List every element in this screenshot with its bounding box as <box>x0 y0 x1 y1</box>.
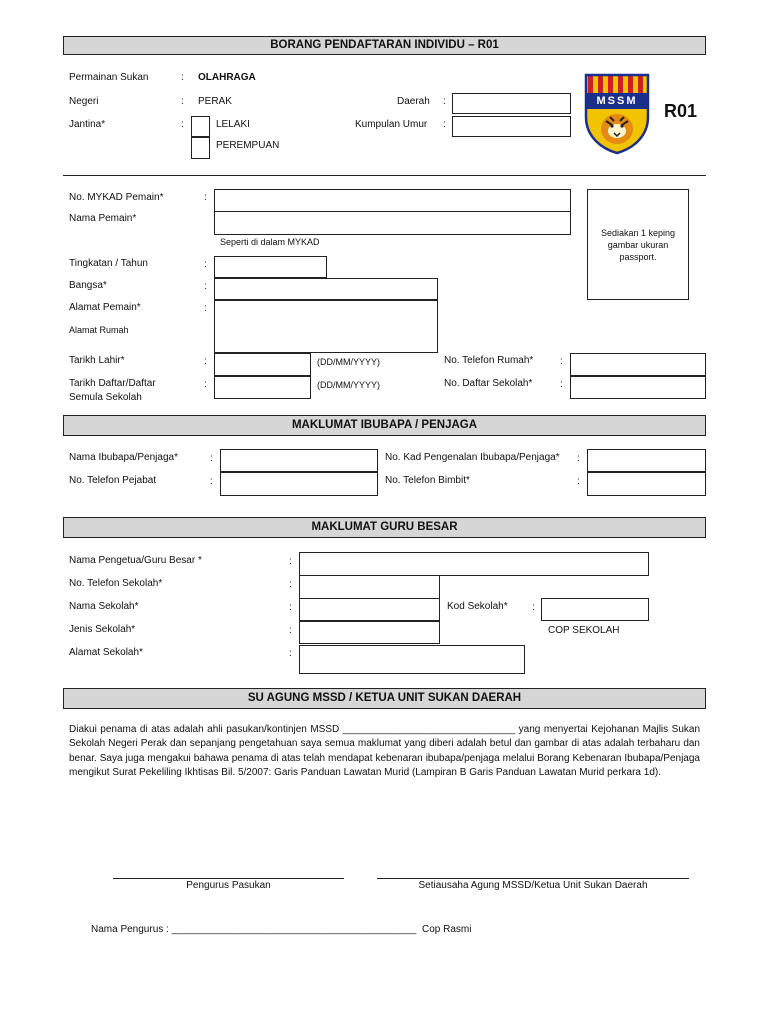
school-type-label: Jenis Sekolah* <box>69 624 136 635</box>
school-stamp-label: COP SEKOLAH <box>548 625 620 636</box>
mykad-label: No. MYKAD Pemain* <box>69 192 164 203</box>
logo-text: MSSM <box>596 95 638 107</box>
colon: : <box>532 602 535 613</box>
school-reg-field[interactable] <box>570 376 706 399</box>
office-phone-field[interactable] <box>220 472 378 496</box>
colon: : <box>289 556 292 567</box>
colon: : <box>181 96 184 107</box>
player-name-hint: Seperti di dalam MYKAD <box>220 237 320 247</box>
headmaster-section-title: MAKLUMAT GURU BESAR <box>63 517 706 538</box>
race-field[interactable] <box>214 278 438 300</box>
sport-value: OLAHRAGA <box>198 72 256 83</box>
dob-field[interactable] <box>214 353 311 376</box>
guardian-name-label: Nama Ibubapa/Penjaga* <box>69 452 178 463</box>
colon: : <box>560 356 563 367</box>
school-name-label: Nama Sekolah* <box>69 601 139 612</box>
headmaster-name-label: Nama Pengetua/Guru Besar * <box>69 555 202 566</box>
colon: : <box>181 119 184 130</box>
official-stamp-label: Cop Rasmi <box>422 924 472 935</box>
home-address-label: Alamat Rumah <box>69 325 129 335</box>
form-title: BORANG PENDAFTARAN INDIVIDU – R01 <box>63 36 706 55</box>
guardian-ic-field[interactable] <box>587 449 706 472</box>
home-phone-label: No. Telefon Rumah* <box>444 355 534 366</box>
colon: : <box>443 119 446 130</box>
colon: : <box>289 625 292 636</box>
school-phone-label: No. Telefon Sekolah* <box>69 578 163 589</box>
school-address-field[interactable] <box>299 645 525 674</box>
gender-female-label: PEREMPUAN <box>216 140 280 151</box>
state-value: PERAK <box>198 96 232 107</box>
colon: : <box>204 356 207 367</box>
mssm-logo <box>584 73 650 155</box>
colon: : <box>204 192 207 203</box>
school-type-field[interactable] <box>299 621 440 644</box>
gender-label: Jantina* <box>69 119 106 130</box>
colon: : <box>204 281 207 292</box>
signature-label-secretary: Setiausaha Agung MSSD/Ketua Unit Sukan Daerah <box>418 880 648 891</box>
race-label: Bangsa* <box>69 280 107 291</box>
signature-label-manager: Pengurus Pasukan <box>186 880 271 891</box>
guardian-name-field[interactable] <box>220 449 378 472</box>
declaration-text: Diakui penama di atas adalah ahli pasukan/kontinjen MSSD _______________________________ yang menyertai Kejohanan Majlis Sukan Sekolah Negeri Perak dan sepanjang pengetahuan saya semua maklumat yang diberi adalah betul dan gambar di atas adalah terbaharu dan benar. Saya juga mengakui bahawa penama di atas telah mendapat kebenaran ibubapa/penjaga melalui Borang Kebenaran Ibubapa/Penjaga mengikut Surat Pekeliling Ikhtisas Bil. 5/2007: Garis Panduan Lawatan Murid (Lampiran B Garis Panduan Lawatan Murid perkara 1d). <box>69 724 700 778</box>
register-date-label: Tarikh Daftar/Daftar <box>69 378 156 389</box>
school-address-label: Alamat Sekolah* <box>69 647 143 658</box>
register-date-format-hint: (DD/MM/YYYY) <box>317 380 380 390</box>
photo-note: Sediakan 1 keping gambar ukuran passport. <box>600 228 676 262</box>
address-field[interactable] <box>214 300 438 353</box>
colon: : <box>181 72 184 83</box>
dob-label: Tarikh Lahir* <box>69 355 125 366</box>
colon: : <box>577 476 580 487</box>
register-date-label-2: Semula Sekolah <box>69 392 142 403</box>
mykad-field[interactable] <box>214 189 571 212</box>
colon: : <box>210 453 213 464</box>
player-name-field[interactable] <box>214 211 571 235</box>
divider <box>63 175 706 176</box>
guardian-section-title: MAKLUMAT IBUBAPA / PENJAGA <box>63 415 706 436</box>
secretary-section-title: SU AGUNG MSSD / KETUA UNIT SUKAN DAERAH <box>63 688 706 709</box>
form-code: R01 <box>664 101 698 121</box>
gender-male-checkbox[interactable] <box>191 116 210 137</box>
mobile-field[interactable] <box>587 472 706 496</box>
school-phone-field[interactable] <box>299 575 440 599</box>
school-name-field[interactable] <box>299 598 440 621</box>
colon: : <box>443 96 446 107</box>
age-group-field[interactable] <box>452 116 571 137</box>
register-date-field[interactable] <box>214 376 311 399</box>
school-code-field[interactable] <box>541 598 649 621</box>
gender-female-checkbox[interactable] <box>191 137 210 159</box>
colon: : <box>289 602 292 613</box>
district-field[interactable] <box>452 93 571 114</box>
sport-label: Permainan Sukan <box>69 72 149 83</box>
colon: : <box>204 303 207 314</box>
colon: : <box>204 379 207 390</box>
age-group-label: Kumpulan Umur <box>355 119 428 130</box>
colon: : <box>204 259 207 270</box>
district-label: Daerah <box>397 96 430 107</box>
state-label: Negeri <box>69 96 99 107</box>
grade-label: Tingkatan / Tahun <box>69 258 148 269</box>
address-label: Alamat Pemain* <box>69 302 141 313</box>
colon: : <box>210 476 213 487</box>
dob-format-hint: (DD/MM/YYYY) <box>317 357 380 367</box>
signature-line-manager[interactable] <box>113 878 344 879</box>
colon: : <box>289 648 292 659</box>
office-phone-label: No. Telefon Pejabat <box>69 475 157 486</box>
colon: : <box>577 453 580 464</box>
signature-line-secretary[interactable] <box>377 878 689 879</box>
gender-male-label: LELAKI <box>216 119 250 130</box>
grade-field[interactable] <box>214 256 327 278</box>
school-code-label: Kod Sekolah* <box>447 601 508 612</box>
manager-name-field[interactable]: Nama Pengurus : ____________________________________________ <box>91 924 417 935</box>
player-name-label: Nama Pemain* <box>69 213 137 224</box>
colon: : <box>289 579 292 590</box>
mobile-label: No. Telefon Bimbit* <box>385 475 470 486</box>
headmaster-name-field[interactable] <box>299 552 649 576</box>
guardian-ic-label: No. Kad Pengenalan Ibubapa/Penjaga* <box>385 452 560 463</box>
home-phone-field[interactable] <box>570 353 706 376</box>
photo-box <box>587 189 689 300</box>
school-reg-label: No. Daftar Sekolah* <box>444 378 533 389</box>
colon: : <box>560 379 563 390</box>
mssm-shield-icon <box>584 73 650 155</box>
